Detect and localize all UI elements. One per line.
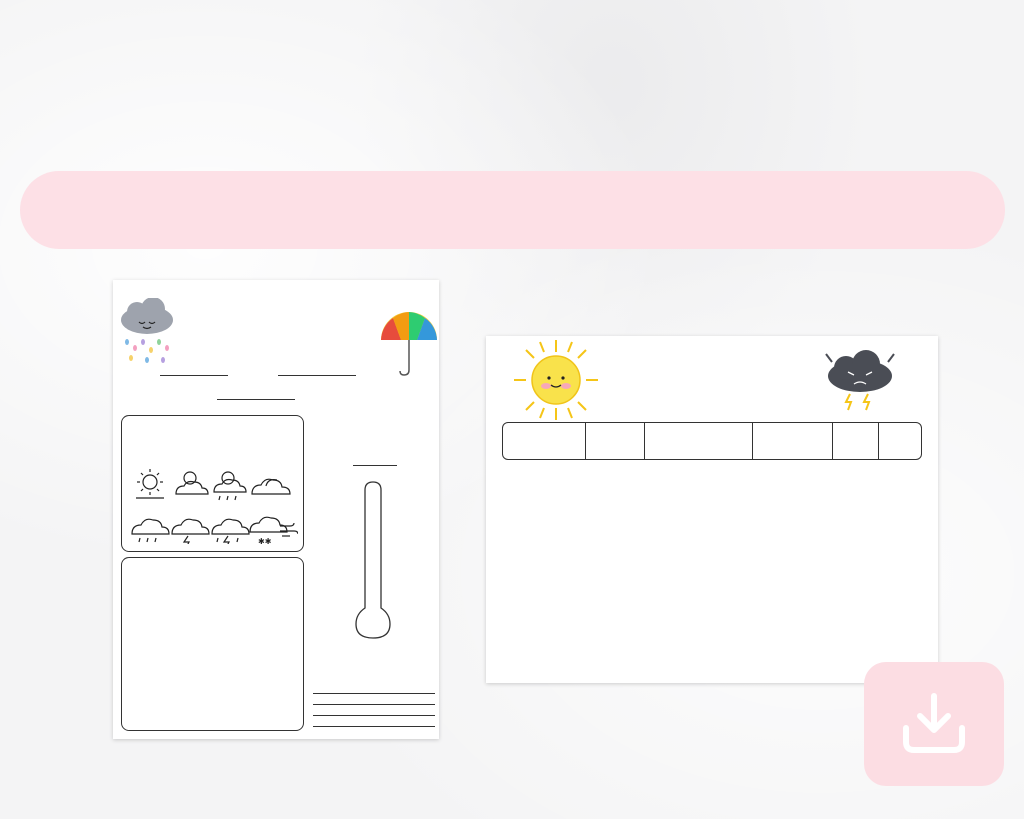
month-line	[278, 375, 356, 376]
draw-tomorrow-box	[121, 557, 304, 731]
thermometer-label	[324, 498, 340, 598]
header-date	[586, 423, 646, 459]
date-field	[157, 364, 228, 376]
sun-icon	[136, 469, 164, 498]
download-button[interactable]	[864, 662, 1004, 786]
perfect-for-lines	[313, 683, 435, 727]
header-sunset	[879, 423, 921, 459]
rain-cloud-icon	[117, 298, 179, 370]
header-temperature	[753, 423, 834, 459]
temperature-blank-line	[353, 465, 397, 466]
sun-character-icon	[508, 338, 604, 422]
header-weather	[645, 423, 752, 459]
partly-cloudy-icon	[176, 472, 208, 494]
todays-weather-box	[121, 415, 304, 552]
header-sunrise	[833, 423, 879, 459]
cloudy-icon	[252, 479, 290, 494]
thunder-rain-icon	[212, 519, 249, 544]
table-header-row	[502, 422, 922, 460]
weekly-weather-page-preview	[486, 336, 938, 683]
pages-included-banner	[20, 171, 1005, 249]
umbrella-icon	[379, 310, 439, 378]
header-day	[503, 423, 586, 459]
thermometer-icon	[341, 480, 411, 650]
thunder-icon	[172, 519, 209, 544]
daily-weather-page-preview	[113, 280, 439, 739]
season-line	[217, 399, 295, 400]
date-line	[160, 375, 228, 376]
storm-cloud-character-icon	[822, 348, 902, 420]
weather-symbols	[128, 464, 298, 544]
season-field	[214, 388, 295, 400]
weekly-table	[502, 422, 922, 460]
rain-cloud-small-icon	[132, 519, 169, 542]
month-field	[275, 364, 356, 376]
svg-text:✱✱: ✱✱	[258, 537, 272, 544]
download-icon	[898, 688, 970, 760]
sun-rain-icon	[214, 472, 246, 500]
